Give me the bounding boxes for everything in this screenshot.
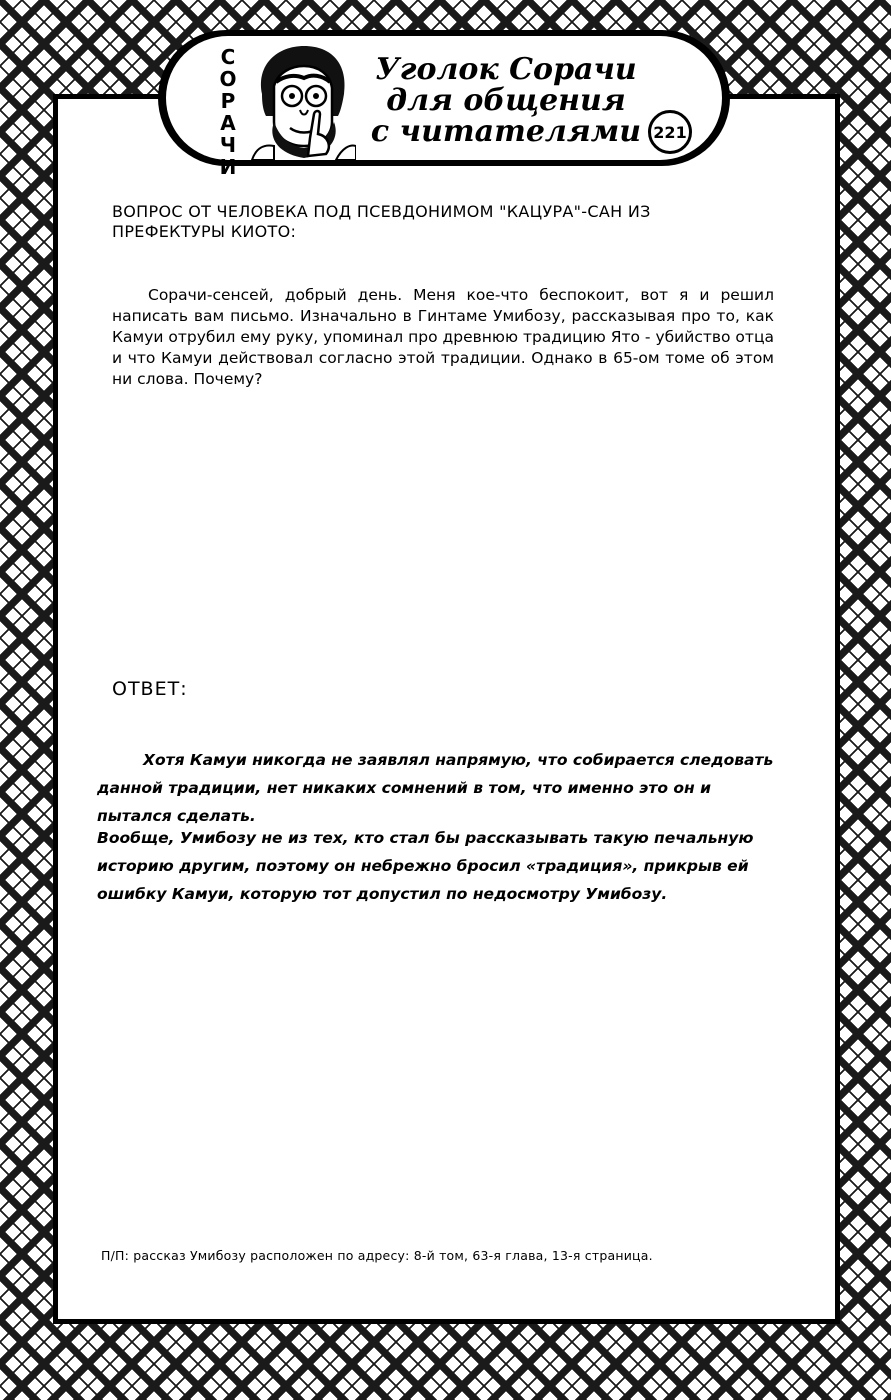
corner-title — [346, 54, 666, 147]
title-line-2: для общения — [386, 83, 626, 118]
title-line-1: Уголок Сорачи — [375, 52, 637, 87]
question-body: Сорачи-сенсей, добрый день. Меня кое-что беспокоит, вот я и решил написать вам письмо. Изначально в Гинтаме Умибозу, рассказывая про то, как Камуи отрубил ему руку, упоминал про древнюю традицию Ято - убийство отца и что Камуи действовал согласно этой традиции. Однако в 65-ом томе об этом ни слова. Почему? — [112, 286, 774, 388]
vertical-letter: Ч — [219, 133, 237, 157]
vertical-letter: Р — [220, 89, 236, 113]
question-header: ВОПРОС ОТ ЧЕЛОВЕКА ПОД ПСЕВДОНИМОМ "КАЦУРА"-САН ИЗ ПРЕФЕКТУРЫ КИОТО: — [112, 202, 651, 241]
header-banner — [158, 30, 730, 179]
author-caricature — [248, 42, 356, 160]
author-vertical-label — [214, 46, 242, 178]
vertical-letter: О — [219, 67, 237, 91]
content-panel — [53, 94, 840, 1324]
vertical-letter: И — [219, 155, 237, 179]
vertical-letter: А — [220, 111, 236, 135]
title-line-3: с читателями — [370, 114, 642, 149]
vertical-letter: С — [220, 45, 236, 69]
translator-footnote: П/П: рассказ Умибозу расположен по адресу: 8-й том, 63-я глава, 13-я страница. — [101, 1248, 653, 1263]
page-number-badge: 221 — [648, 110, 692, 154]
answer-label: ОТВЕТ: — [112, 678, 188, 700]
answer-paragraph-1: Хотя Камуи никогда не заявлял напрямую, что собирается следовать данной традиции, нет никаких сомнений в том, что именно это он и пытался сделать. — [97, 751, 774, 825]
header-inner — [166, 36, 722, 179]
answer-paragraph-2: Вообще, Умибозу не из тех, кто стал бы рассказывать такую печальную историю другим, поэтому он небрежно бросил «традиция», прикрыв ей ошибку Камуи, которую тот допустил по недосмотру Умибозу. — [97, 829, 754, 903]
